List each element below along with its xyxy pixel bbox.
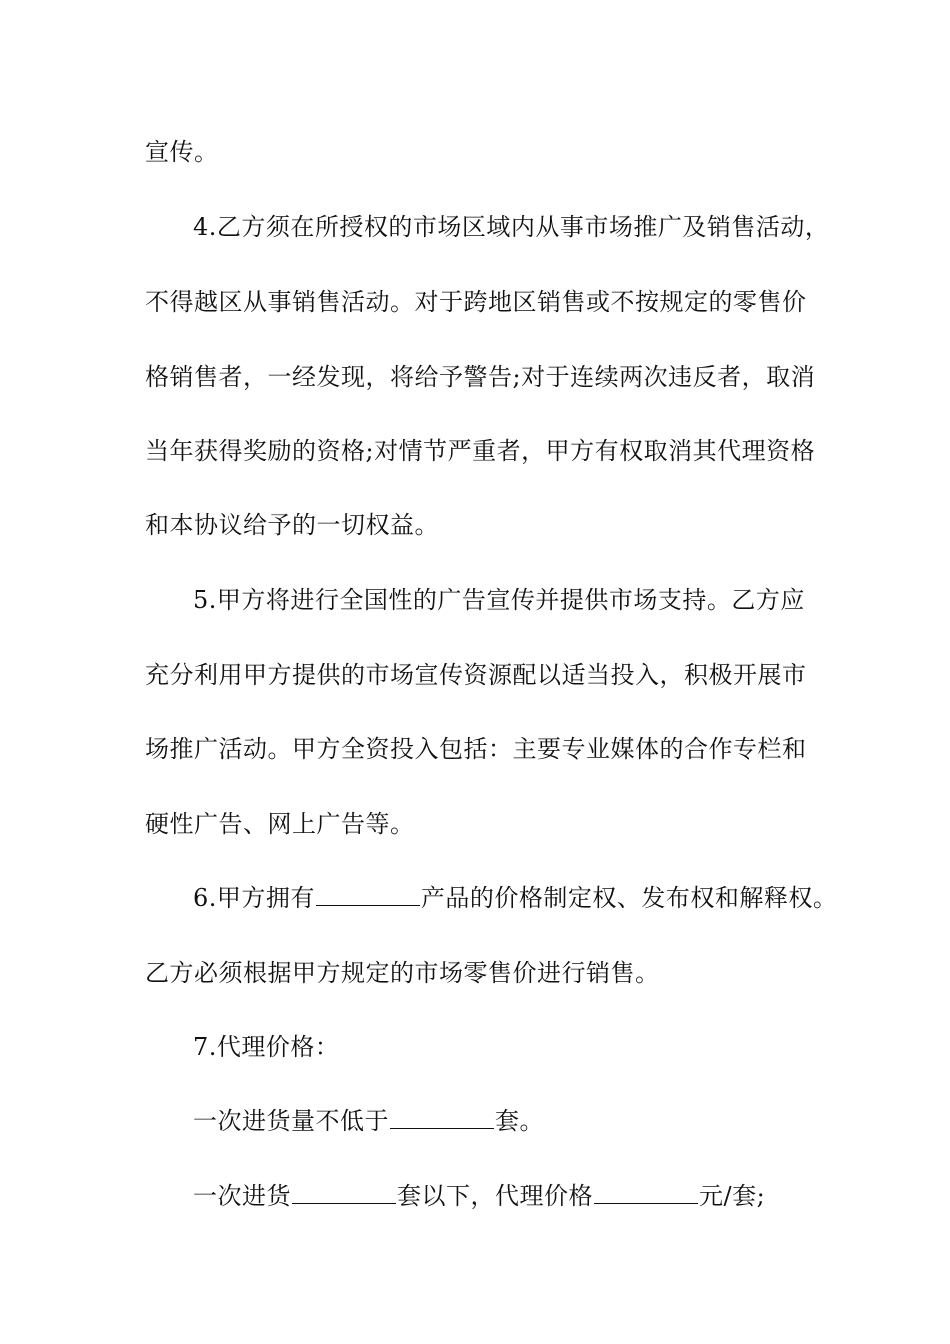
clause-4-line-1: 4.乙方须在所授权的市场区域内从事市场推广及销售活动， [193, 213, 830, 241]
clause-7-heading: 7.代理价格： [193, 1033, 340, 1061]
clause-5-line-1: 5.甲方将进行全国性的广告宣传并提供市场支持。乙方应 [193, 586, 805, 614]
clause-4-line-3: 格销售者，一经发现，将给予警告;对于连续两次违反者，取消 [145, 363, 816, 391]
tier-quantity-blank[interactable] [292, 1181, 396, 1204]
clause-6-line-1 [193, 883, 837, 913]
clause-4-line-4: 当年获得奖励的资格;对情节严重者，甲方有权取消其代理资格 [145, 437, 816, 465]
min-quantity-blank[interactable] [390, 1106, 494, 1129]
paragraph-line: 宣传。 [145, 138, 219, 166]
clause-5-line-2: 充分利用甲方提供的市场宣传资源配以适当投入，积极开展市 [145, 661, 807, 689]
price-tier-line [193, 1181, 765, 1211]
min-quantity-suffix: 套。 [495, 1107, 544, 1135]
clause-5-line-3: 场推广活动。甲方全资投入包括：主要专业媒体的合作专栏和 [145, 735, 807, 763]
product-name-blank[interactable] [316, 883, 420, 906]
price-tier-middle: 套以下，代理价格 [397, 1182, 593, 1210]
clause-6-prefix: 6.甲方拥有 [193, 884, 315, 912]
min-quantity-line [193, 1106, 544, 1136]
clause-5-line-4: 硬性广告、网上广告等。 [145, 810, 415, 838]
price-tier-suffix: 元/套; [699, 1182, 766, 1210]
price-tier-prefix: 一次进货 [193, 1182, 291, 1210]
min-quantity-prefix: 一次进货量不低于 [193, 1107, 389, 1135]
clause-6-line-2: 乙方必须根据甲方规定的市场零售价进行销售。 [145, 959, 660, 987]
clause-6-suffix: 产品的价格制定权、发布权和解释权。 [420, 884, 838, 912]
clause-4-line-2: 不得越区从事销售活动。对于跨地区销售或不按规定的零售价 [145, 288, 807, 316]
tier-price-blank[interactable] [594, 1181, 698, 1204]
clause-4-line-5: 和本协议给予的一切权益。 [145, 511, 439, 539]
